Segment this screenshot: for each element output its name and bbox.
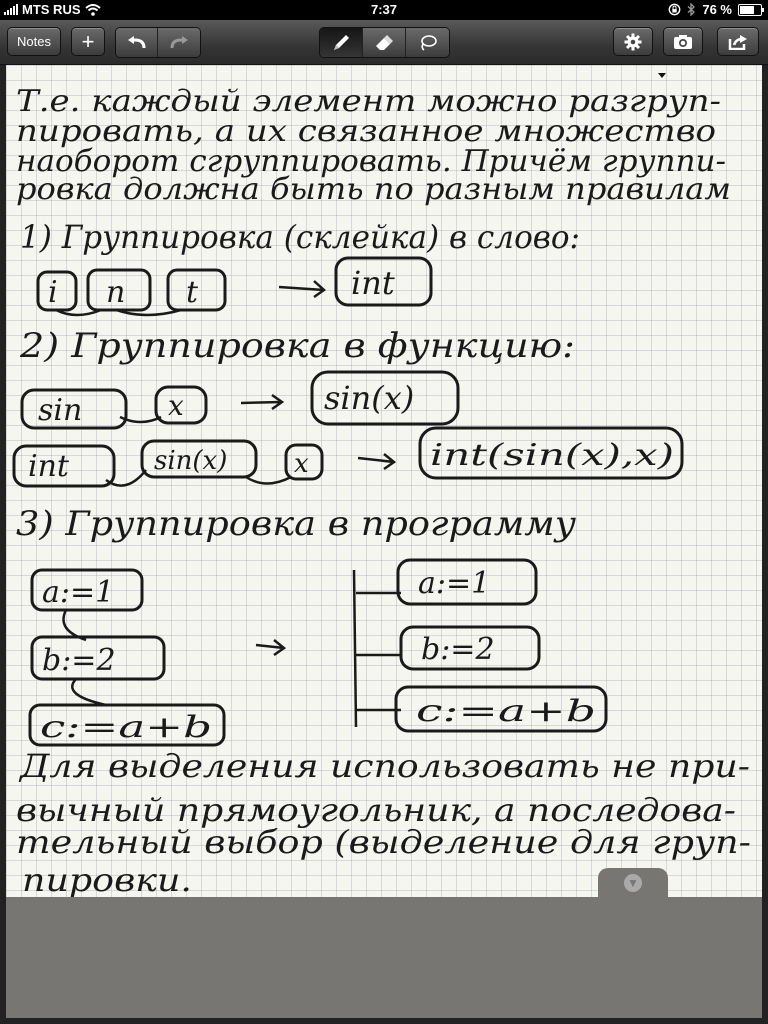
word-item-n: n — [106, 275, 126, 310]
lasso-tool-button[interactable] — [406, 28, 449, 57]
paragraph1-line4: ровка должна быть по разным правилам — [16, 172, 731, 207]
paragraph2-line4: пировки. — [22, 861, 192, 897]
redo-icon — [169, 36, 189, 50]
orientation-lock-icon — [668, 3, 681, 16]
undo-redo-group — [115, 27, 201, 58]
status-bar — [0, 0, 768, 20]
prog-result-c: c:=a+b — [416, 694, 596, 729]
eraser-tool-button[interactable] — [363, 28, 406, 57]
func-result-1: sin(x) — [324, 379, 415, 417]
settings-button[interactable] — [613, 27, 653, 56]
arrow-1 — [279, 281, 324, 297]
battery-percent: 76 % — [702, 2, 732, 17]
arrow-down-circle-icon: ▼ — [624, 874, 642, 892]
pen-tool-button[interactable] — [320, 28, 363, 57]
undo-icon — [127, 36, 147, 50]
add-button[interactable]: + — [71, 27, 105, 56]
func-item-sin: sin — [38, 393, 83, 428]
func-item-x2: x — [294, 449, 309, 479]
word-links — [56, 310, 181, 315]
arrow-2 — [241, 395, 282, 409]
eraser-icon — [374, 34, 394, 52]
word-result: int — [351, 264, 395, 302]
handwriting-layer — [6, 65, 762, 897]
prog-item-b: b:=2 — [42, 643, 116, 678]
gear-icon — [624, 33, 642, 51]
toolbar — [0, 20, 768, 65]
paragraph1-line2: пировать, а их связанное множество — [16, 114, 716, 149]
redo-button[interactable] — [158, 28, 200, 57]
arrow-4 — [256, 640, 284, 655]
paragraph1-line3: наоборот сгруппировать. Причём группи- — [16, 144, 726, 179]
camera-button[interactable] — [663, 27, 703, 56]
prog-result-a: a:=1 — [418, 566, 491, 601]
share-button[interactable] — [717, 27, 759, 56]
pen-icon — [331, 34, 351, 52]
section3-title: 3) Группировка в программу — [16, 504, 577, 544]
lasso-icon — [418, 34, 438, 52]
func-result-2: int(sin(x),x) — [430, 438, 674, 473]
arrow-3 — [358, 454, 394, 469]
panel-toggle-button[interactable] — [598, 868, 668, 898]
word-item-i: i — [48, 275, 58, 310]
bluetooth-icon — [687, 3, 696, 16]
paragraph2-line3: тельный выбор (выделение для груп- — [16, 823, 751, 861]
program-tree — [354, 570, 401, 727]
carrier-label: MTS RUS — [22, 2, 81, 17]
undo-button[interactable] — [116, 28, 158, 57]
word-item-t: t — [186, 275, 199, 310]
note-canvas[interactable] — [6, 65, 762, 897]
section2-title: 2) Группировка в функцию: — [18, 326, 575, 366]
func-item-x: x — [168, 389, 184, 422]
paragraph1-line1: Т.е. каждый элемент можно разгруп- — [16, 84, 721, 119]
paragraph2-line1: Для выделения использовать не при- — [17, 747, 750, 785]
paragraph2-line2: вычный прямоугольник, а последова- — [16, 791, 736, 829]
zoom-panel[interactable] — [6, 897, 762, 1018]
share-icon — [728, 34, 748, 50]
notes-button[interactable]: Notes — [7, 27, 61, 56]
prog-item-c: c:=a+b — [40, 710, 212, 745]
tool-selector — [319, 27, 450, 58]
camera-icon — [673, 34, 693, 50]
section1-title: 1) Группировка (склейка) в слово: — [20, 218, 580, 256]
clock: 7:37 — [370, 2, 398, 17]
prog-item-a: a:=1 — [42, 575, 115, 610]
func-item-int: int — [28, 449, 69, 484]
prog-result-b: b:=2 — [421, 632, 495, 667]
battery-icon — [738, 4, 762, 16]
func-item-sinx: sin(x) — [154, 446, 228, 476]
